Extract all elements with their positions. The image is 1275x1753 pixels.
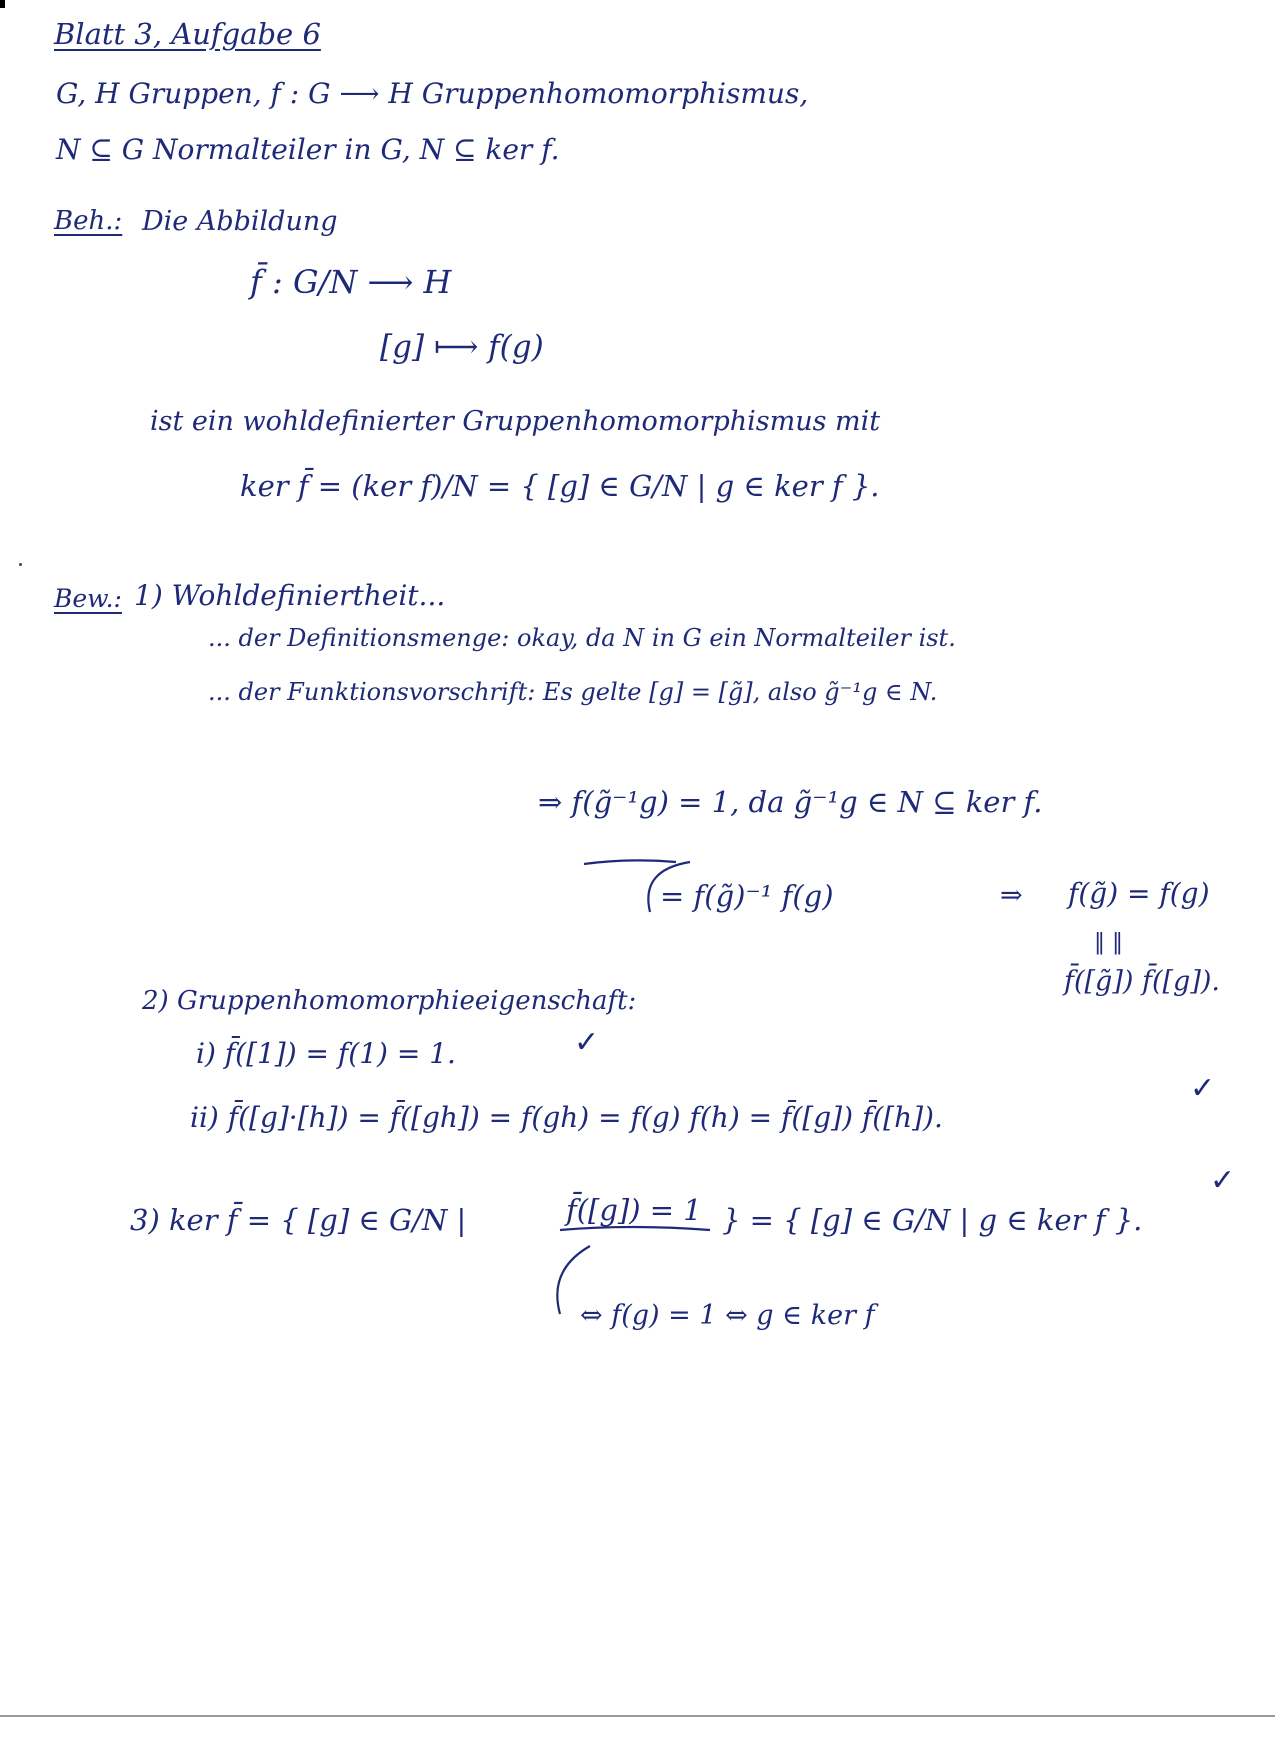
checkmark-icon: ✓ (1210, 1163, 1236, 1198)
step2-item-i: i) f̄([1]) = f(1) = 1. (196, 1037, 456, 1070)
step2-title: 2) Gruppenhomomorphieeigenschaft: (142, 986, 637, 1016)
scan-edge-mark (0, 0, 5, 8)
claim-kernel: ker f̄ = (ker f)/N = { [g] ∈ G/N | g ∈ ker f }. (240, 469, 880, 503)
claim-statement: ist ein wohldefinierter Gruppenhomomorphismus mit (150, 406, 881, 437)
step1-implication: ⇒ f(g̃⁻¹g) = 1, da g̃⁻¹g ∈ N ⊆ ker f. (538, 785, 1043, 819)
ink-dot (19, 563, 22, 566)
checkmark-icon: ✓ (1190, 1071, 1216, 1106)
map-assignment: [g] ⟼ f(g) (380, 329, 544, 365)
step2-item-ii: ii) f̄([g]·[h]) = f̄([gh]) = f(gh) = f(g) f(h) = f̄([g]) f̄([h]). (190, 1101, 943, 1134)
step1-rule: ... der Funktionsvorschrift: Es gelte [g] = [g̃], also g̃⁻¹g ∈ N. (208, 678, 938, 706)
premise-line-1: G, H Gruppen, f : G ⟶ H Gruppenhomomorphismus, (56, 77, 809, 110)
claim-label: Beh.: (54, 206, 123, 236)
checkmark-icon: ✓ (574, 1025, 600, 1060)
step1-domain: ... der Definitionsmenge: okay, da N in G ein Normalteiler ist. (208, 624, 956, 652)
proof-label: Bew.: (54, 584, 122, 613)
map-definition: f̄ : G/N ⟶ H (250, 263, 452, 301)
step1-equality: f(g̃) = f(g) (1068, 877, 1210, 910)
step3-underline-stroke (560, 1227, 710, 1230)
claim-intro: Die Abbildung (142, 206, 338, 237)
step3-condition: f̄([g]) = 1 (566, 1193, 702, 1227)
scan-edge-bottom (0, 1715, 1275, 1717)
step1-conclusion-arrow: ⇒ (1000, 880, 1023, 911)
step1-underline-stroke (584, 860, 676, 864)
step1-expansion: = f(g̃)⁻¹ f(g) (660, 879, 834, 913)
step3-rhs: } = { [g] ∈ G/N | g ∈ ker f }. (722, 1203, 1143, 1237)
step1-title: 1) Wohldefiniertheit... (134, 579, 446, 612)
step1-equality-bottom: f̄([g̃]) f̄([g]). (1064, 966, 1220, 997)
step3-lhs: 3) ker f̄ = { [g] ∈ G/N | (130, 1203, 467, 1237)
step3-equivalence: ⇔ f(g) = 1 ⇔ g ∈ ker f (580, 1300, 875, 1331)
premise-line-2: N ⊆ G Normalteiler in G, N ⊆ ker f. (56, 133, 560, 166)
sheet-heading: Blatt 3, Aufgabe 6 (54, 17, 321, 51)
step1-equality-bars: ‖ ‖ (1094, 930, 1123, 955)
